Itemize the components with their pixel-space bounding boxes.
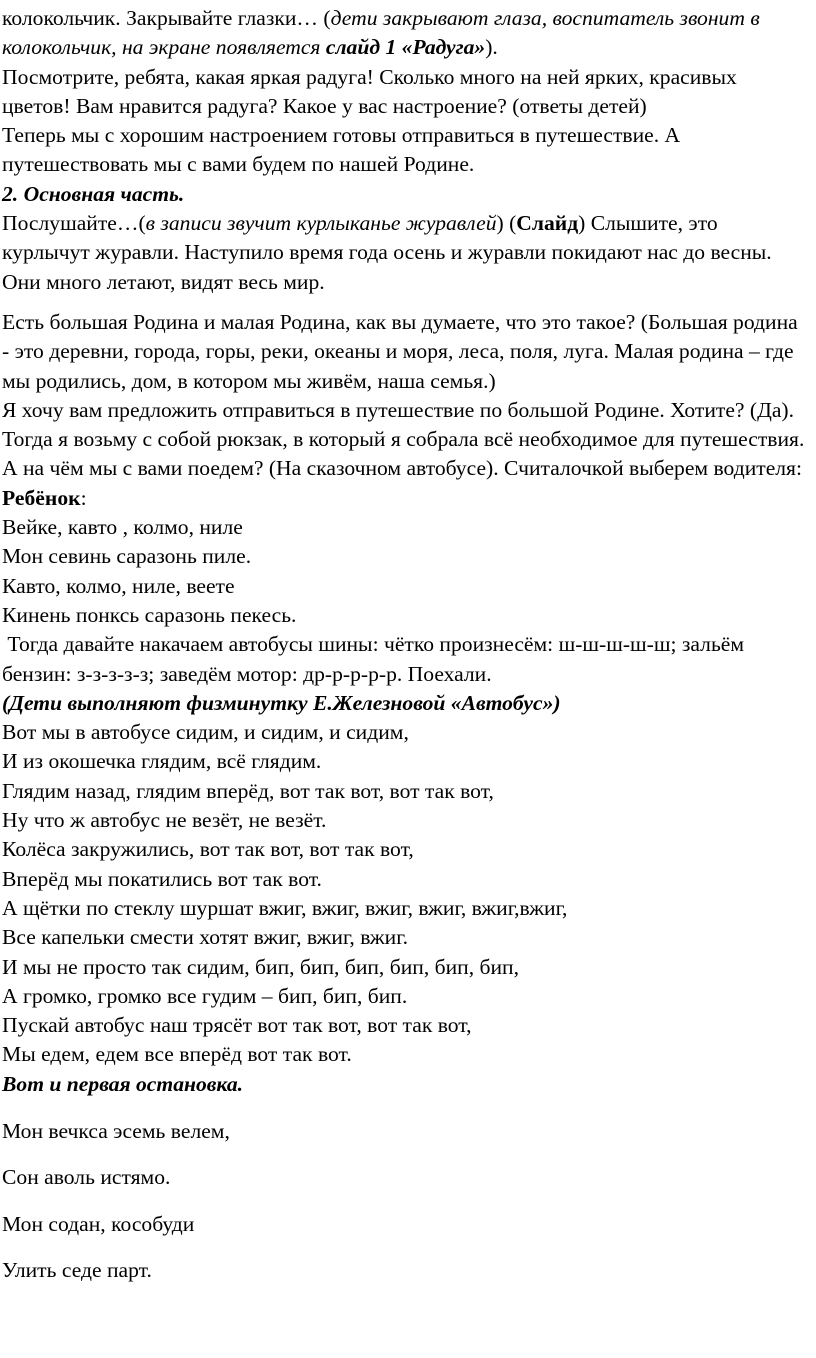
cranes-text: Послушайте…( [2, 211, 146, 236]
rhyme-line: Мон севинь саразонь пиле. [2, 544, 252, 569]
activity-note: (Дети выполняют физминутку Е.Железновой «Автобус») [2, 690, 561, 715]
intro-text: колокольчик. Закрывайте глазки… ( [2, 6, 331, 30]
rhyme-line: Вейке, кавто , колмо, ниле [2, 515, 243, 540]
song-line: Глядим назад, глядим вперёд, вот так вот, вот так вот, [2, 778, 494, 803]
song-line: Ну что ж автобус не везёт, не везёт. [2, 808, 327, 833]
slide-label: Слайд [516, 211, 579, 236]
song-line: И из окошечка глядим, всё глядим. [2, 749, 322, 774]
section-heading: 2. Основная часть. [2, 181, 185, 206]
bus-prep-paragraph: Тогда давайте накачаем автобусы шины: чётко произнесём: ш-ш-ш-ш-ш; зальём бензин: з-з-з-з-з; заведём мотор: др-р-р-р-р. Поехали. [2, 632, 750, 686]
rhyme-line: Кинень понксь саразонь пекесь. [2, 602, 297, 627]
child-colon: : [80, 485, 87, 510]
cranes-text-c: ) Слышите, это курлычут журавли. Наступило время года осень и журавли покидают нас до весны. Они много летают, видят весь мир. [2, 211, 772, 294]
rhyme-line: Кавто, колмо, ниле, веете [2, 573, 235, 598]
intro-text-end: ). [485, 35, 498, 60]
stage-direction: дети закрывают глаза, воспитатель звонит в колокольчик, на экране появляется [2, 6, 760, 60]
bus-song [2, 718, 810, 1070]
cranes-paragraph [2, 209, 810, 297]
homeland-paragraph: Есть большая Родина и малая Родина, как вы думаете, что это такое? (Большая родина - это деревни, города, горы, реки, океаны и моря, леса, поля, луга. Малая родина – где мы родились, дом, в котором мы живём, наша семья.) [2, 309, 798, 393]
song-line: Мы едем, едем все вперёд вот так вот. [2, 1042, 352, 1067]
intro-paragraph-rainbow: Посмотрите, ребята, какая яркая радуга! Сколько много на ней ярких, красивых цветов! Вам нравится радуга? Какое у вас настроение? (ответы детей) [2, 64, 737, 118]
counting-rhyme [2, 513, 810, 630]
song-line: И мы не просто так сидим, бип, бип, бип, бип, бип, бип, [2, 954, 520, 979]
intro-paragraph-journey: Теперь мы с хорошим настроением готовы отправиться в путешествие. А путешествовать мы с вами будем по нашей Родине. [2, 123, 681, 177]
slide-reference: слайд 1 «Радуга» [325, 35, 486, 60]
song-line: Пускай автобус наш трясёт вот так вот, вот так вот, [2, 1013, 472, 1038]
cranes-stage-direction: в записи звучит курлыканье журавлей [145, 211, 497, 236]
poem-line: Улить седе парт. [2, 1257, 152, 1282]
child-label: Ребёнок [2, 485, 81, 510]
cranes-text-b: ) ( [496, 211, 517, 236]
song-line: Колёса закружились, вот так вот, вот так вот, [2, 837, 414, 862]
poem-line: Мон вечкса эсемь велем, [2, 1118, 230, 1143]
first-stop-heading: Вот и первая остановка. [2, 1071, 244, 1096]
child-label-line [2, 484, 810, 513]
song-line: Вперёд мы покатились вот так вот. [2, 866, 322, 891]
song-line: Вот мы в автобусе сидим, и сидим, и сидим, [2, 720, 409, 745]
song-line: Все капельки смести хотят вжиг, вжиг, вжиг. [2, 925, 409, 950]
travel-paragraph: Я хочу вам предложить отправиться в путешествие по большой Родине. Хотите? (Да). Тогда я возьму с собой рюкзак, в который я собрала всё необходимое для путешествия. А на чём мы с вами поедем? (На сказочном автобусе). Считалочкой выберем водителя: [2, 397, 805, 481]
poem-line: Мон содан, кособуди [2, 1211, 195, 1236]
intro-paragraph-bell [2, 4, 810, 63]
song-line: А громко, громко все гудим – бип, бип, бип. [2, 983, 408, 1008]
poem-line: Сон аволь истямо. [2, 1165, 171, 1190]
song-line: А щётки по стеклу шуршат вжиг, вжиг, вжиг, вжиг, вжиг,вжиг, [2, 895, 568, 920]
